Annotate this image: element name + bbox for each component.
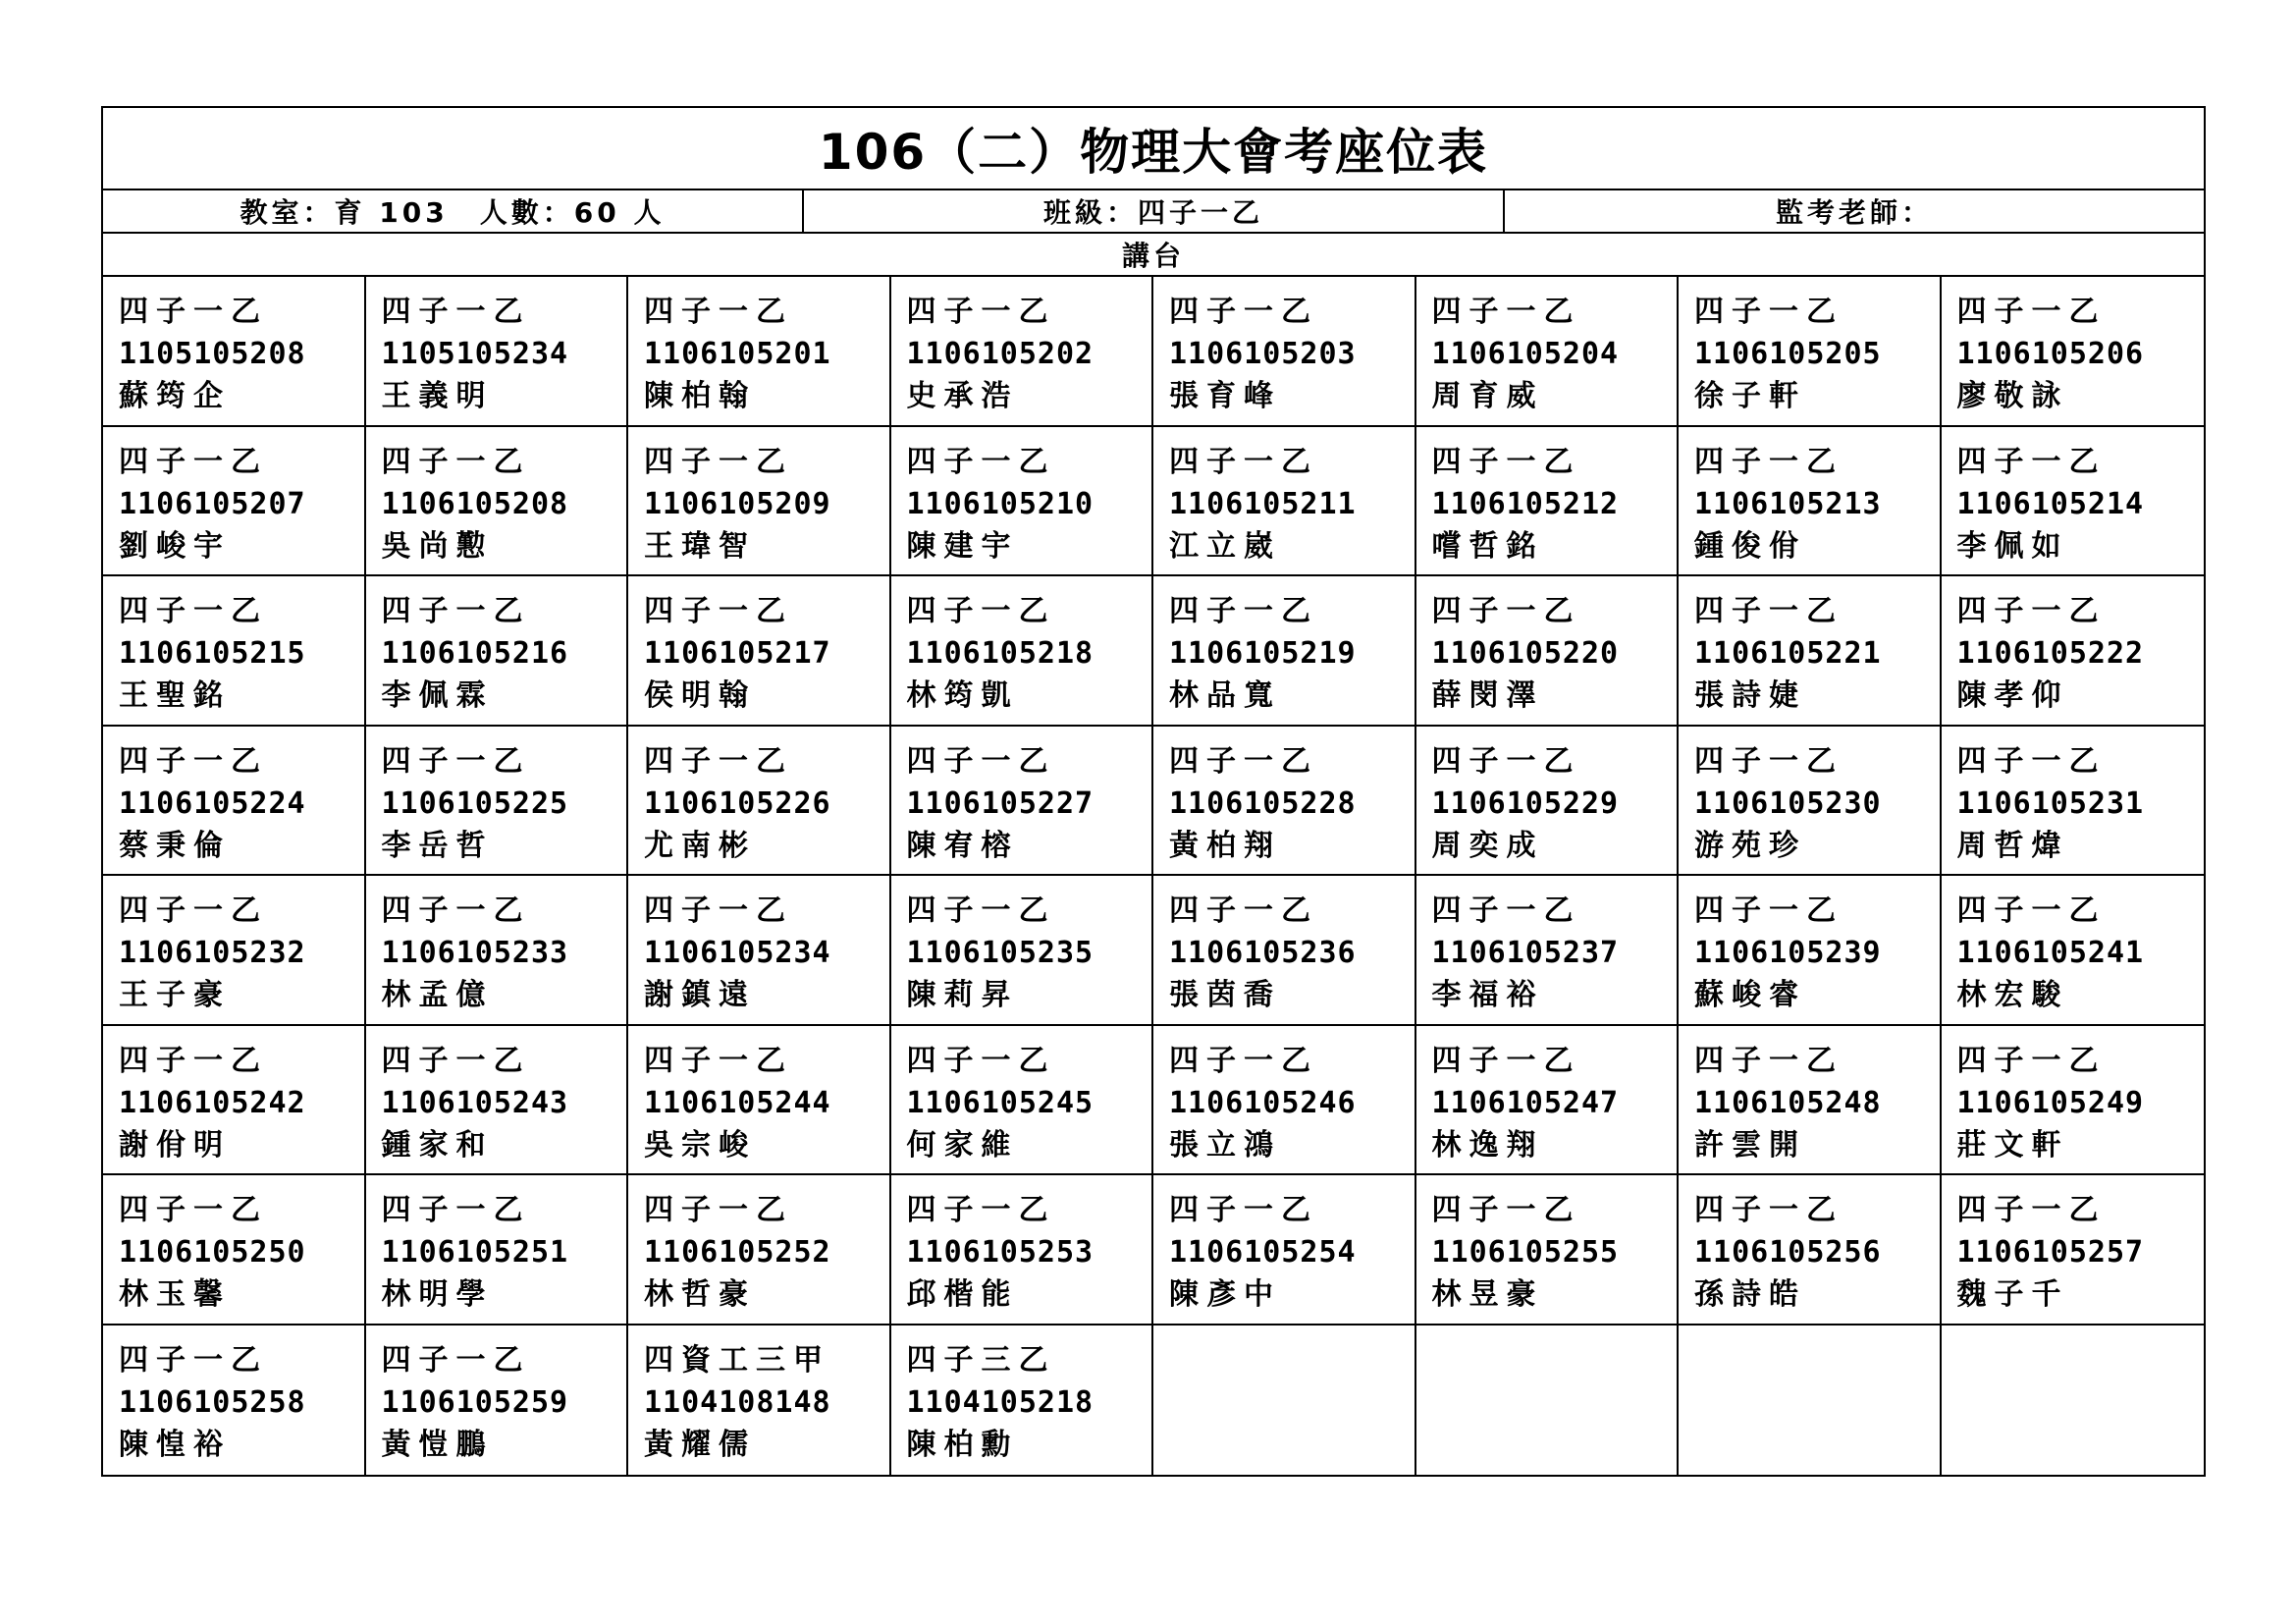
seat-student-name: 謝鎮遠 [644,978,756,1012]
seat-student-name: 張育峰 [1169,379,1281,413]
seat-student-id: 1106105211 [1169,486,1357,521]
seat-student-id: 1106105226 [644,785,831,821]
seat-student-name: 許雲開 [1694,1127,1806,1163]
seat-student-name: 周奕成 [1431,828,1544,863]
seat-cell [366,1026,629,1176]
seat-cell [628,1175,891,1325]
seat-student-name: 莊文軒 [1956,1127,2069,1163]
seat-cell [891,277,1154,427]
seat-cell [103,1175,366,1325]
seat-cell [1153,876,1416,1026]
seat-cell [891,1175,1154,1325]
seat-class: 四子一乙 [1431,1043,1581,1078]
seat-student-id: 1106105203 [1169,337,1357,371]
seat-class: 四子一乙 [644,743,793,779]
seat-cell [1679,427,1942,577]
seat-student-id: 1106105216 [381,636,569,671]
seat-class: 四子一乙 [906,594,1056,628]
seat-student-name: 王聖銘 [119,678,231,713]
seat-class: 四子一乙 [1956,444,2107,479]
seat-student-id: 1106105212 [1431,486,1620,521]
seat-class: 四子一乙 [644,893,793,928]
seat-cell [103,427,366,577]
seat-class: 四子一乙 [1694,1193,1843,1227]
seat-class: 四子一乙 [1169,1193,1318,1227]
seat-class: 四子一乙 [1169,594,1318,628]
seat-student-id: 1106105205 [1694,337,1882,371]
seat-cell [103,1026,366,1176]
seat-class: 四子三乙 [906,1342,1056,1378]
seat-cell [1153,1026,1416,1176]
seat-student-name: 蔡秉倫 [119,828,231,863]
seat-cell [1679,727,1942,877]
seat-class: 四子一乙 [1694,594,1843,628]
seat-class: 四子一乙 [381,1193,531,1227]
seat-class: 四子一乙 [644,1043,793,1078]
seat-class: 四子一乙 [1431,444,1581,479]
seat-student-id: 1106105207 [119,486,306,521]
seat-student-id: 1105105208 [119,337,306,371]
seat-student-name: 陳柏翰 [644,379,756,413]
seat-student-name: 張立鴻 [1169,1127,1281,1163]
seat-cell [1942,1175,2205,1325]
seat-cell [1942,1325,2205,1476]
seat-cell [1679,1325,1942,1476]
seat-student-id: 1106105248 [1694,1085,1882,1120]
seat-cell [891,1026,1154,1176]
seat-student-name: 徐子軒 [1694,379,1806,413]
room-info: 教室：育 103 人數：60 人 [240,196,666,229]
seat-student-id: 1106105245 [906,1085,1095,1120]
seat-cell [103,277,366,427]
seat-cell [1153,727,1416,877]
seat-cell [628,277,891,427]
seat-class: 四子一乙 [119,594,268,628]
seat-student-id: 1106105235 [906,936,1095,970]
seat-class: 四子一乙 [644,295,793,329]
seat-class: 四子一乙 [644,594,793,628]
seat-student-name: 黃愷鵬 [381,1427,494,1462]
seat-class: 四子一乙 [119,1342,268,1378]
seat-student-name: 謝佾明 [119,1127,231,1163]
seat-student-id: 1106105217 [644,636,831,671]
seat-class: 四子一乙 [906,743,1056,779]
seat-student-id: 1106105258 [119,1384,306,1420]
seat-student-id: 1106105204 [1431,337,1620,371]
seat-class: 四子一乙 [381,743,531,779]
seat-student-id: 1106105253 [906,1235,1095,1270]
seat-student-name: 李佩霖 [381,678,494,713]
seat-class: 四子一乙 [119,1043,268,1078]
seat-student-name: 吳尚懃 [381,528,494,564]
seating-chart [101,106,2206,1477]
seat-cell [103,1325,366,1476]
seat-student-name: 陳彥中 [1169,1277,1281,1312]
seat-student-id: 1106105247 [1431,1085,1620,1120]
seat-class: 四子一乙 [381,1043,531,1078]
seat-class: 四子一乙 [1956,594,2107,628]
seat-student-id: 1105105234 [381,337,569,371]
seat-student-id: 1104108148 [644,1384,831,1420]
seat-class: 四子一乙 [1694,444,1843,479]
seat-student-name: 鍾俊佾 [1694,528,1806,564]
seat-student-id: 1106105214 [1956,486,2145,521]
seat-student-name: 王瑋智 [644,528,756,564]
seat-student-id: 1106105225 [381,785,569,821]
seat-cell [366,277,629,427]
seat-cell [366,427,629,577]
seat-cell [1416,727,1680,877]
seat-cell [366,727,629,877]
seat-class: 四子一乙 [906,1043,1056,1078]
seat-cell [103,576,366,727]
seat-class: 四子一乙 [644,1193,793,1227]
seat-student-id: 1106105221 [1694,636,1882,671]
seat-student-name: 陳莉昇 [906,978,1019,1012]
seat-student-id: 1106105220 [1431,636,1620,671]
seat-cell [891,876,1154,1026]
seat-student-id: 1106105255 [1431,1235,1620,1270]
seat-student-id: 1106105242 [119,1085,306,1120]
seat-student-id: 1106105213 [1694,486,1882,521]
seat-student-id: 1106105246 [1169,1085,1357,1120]
seat-student-id: 1106105254 [1169,1235,1357,1270]
seat-student-name: 周育威 [1431,379,1544,413]
seat-student-id: 1106105208 [381,486,569,521]
seat-class: 四子一乙 [1956,743,2107,779]
seat-student-id: 1106105252 [644,1235,831,1270]
seat-student-id: 1106105257 [1956,1235,2145,1270]
seat-cell [1679,576,1942,727]
seat-class: 四子一乙 [1694,295,1843,329]
seat-student-id: 1106105237 [1431,936,1620,970]
page-title: 106（二）物理大會考座位表 [103,108,2204,190]
seat-cell [1416,876,1680,1026]
seat-cell [1942,277,2205,427]
seat-class: 四子一乙 [119,893,268,928]
seat-student-name: 劉峻宇 [119,528,231,564]
seat-student-name: 邱楷能 [906,1277,1019,1312]
seat-cell [628,1026,891,1176]
seat-class: 四子一乙 [1169,295,1318,329]
seat-class: 四子一乙 [1694,743,1843,779]
seat-student-name: 廖敬詠 [1956,379,2069,413]
seat-class: 四子一乙 [1956,893,2107,928]
seat-class: 四子一乙 [1956,1043,2107,1078]
seat-class: 四子一乙 [381,893,531,928]
seat-student-name: 侯明翰 [644,678,756,713]
seat-class: 四子一乙 [1431,743,1581,779]
seat-class: 四子一乙 [1431,1193,1581,1227]
seat-cell [1679,277,1942,427]
podium-label: 講台 [103,234,2204,277]
seat-student-name: 黃柏翔 [1169,828,1281,863]
seat-cell [1942,727,2205,877]
seat-student-id: 1106105224 [119,785,306,821]
seat-class: 四子一乙 [119,295,268,329]
seat-student-id: 1106105249 [1956,1085,2145,1120]
seat-student-name: 林孟億 [381,978,494,1012]
seat-cell [1679,1026,1942,1176]
seat-student-name: 鍾家和 [381,1127,494,1163]
seat-student-id: 1106105244 [644,1085,831,1120]
seat-student-name: 王義明 [381,379,494,413]
seat-cell [103,727,366,877]
seat-student-name: 嚐哲銘 [1431,528,1544,564]
seat-cell [628,427,891,577]
seat-student-name: 陳柏勳 [906,1427,1019,1462]
seat-cell [1416,1026,1680,1176]
seat-student-name: 陳建宇 [906,528,1019,564]
seat-cell [1679,1175,1942,1325]
seat-student-id: 1106105251 [381,1235,569,1270]
seat-student-id: 1106105219 [1169,636,1357,671]
seat-cell [891,576,1154,727]
seat-cell [891,427,1154,577]
seat-student-name: 林品寬 [1169,678,1281,713]
proctor-info: 監考老師： [1503,190,2204,232]
seat-student-id: 1106105250 [119,1235,306,1270]
seat-student-id: 1106105201 [644,337,831,371]
seat-cell [1416,427,1680,577]
seat-student-name: 林明學 [381,1277,494,1312]
seat-cell [366,576,629,727]
seat-student-name: 王子豪 [119,978,231,1012]
seat-student-id: 1106105239 [1694,936,1882,970]
seat-cell [1153,277,1416,427]
seat-class: 四子一乙 [1431,893,1581,928]
seat-class: 四子一乙 [1169,1043,1318,1078]
seat-cell [1416,277,1680,427]
seat-cell [366,876,629,1026]
seat-student-id: 1106105259 [381,1384,569,1420]
seat-class: 四子一乙 [906,893,1056,928]
seat-student-name: 薛閔澤 [1431,678,1544,713]
seat-cell [891,727,1154,877]
seat-student-id: 1106105210 [906,486,1095,521]
seat-student-name: 何家維 [906,1127,1019,1163]
seat-student-id: 1106105256 [1694,1235,1882,1270]
info-row [103,190,2204,234]
seat-student-id: 1106105215 [119,636,306,671]
seat-student-id: 1106105243 [381,1085,569,1120]
seat-grid [103,277,2204,1475]
seat-cell [1416,1325,1680,1476]
seat-class: 四子一乙 [119,1193,268,1227]
seat-cell [628,1325,891,1476]
seat-cell [1942,876,2205,1026]
seat-student-id: 1106105218 [906,636,1095,671]
seat-cell [1153,427,1416,577]
seat-student-name: 林筠凱 [906,678,1019,713]
seat-student-name: 林宏駿 [1956,978,2069,1012]
seat-cell [1153,576,1416,727]
seat-student-id: 1106105209 [644,486,831,521]
seat-cell [891,1325,1154,1476]
seat-class: 四子一乙 [119,743,268,779]
seat-class: 四子一乙 [119,444,268,479]
seat-cell [1942,576,2205,727]
seat-class: 四子一乙 [644,444,793,479]
seat-cell [1679,876,1942,1026]
seat-student-name: 魏子千 [1956,1277,2069,1312]
seat-student-name: 孫詩皓 [1694,1277,1806,1312]
seat-class: 四子一乙 [381,594,531,628]
seat-cell [1416,576,1680,727]
seat-student-name: 江立崴 [1169,528,1281,564]
seat-class: 四子一乙 [1169,444,1318,479]
seat-class: 四子一乙 [381,295,531,329]
seat-student-id: 1106105233 [381,936,569,970]
seat-student-id: 1104105218 [906,1384,1095,1420]
seat-student-name: 林玉馨 [119,1277,231,1312]
seat-class: 四子一乙 [381,444,531,479]
seat-student-name: 黃耀儒 [644,1427,756,1462]
seat-student-name: 林昱豪 [1431,1277,1544,1312]
seat-cell [1942,1026,2205,1176]
seat-student-id: 1106105202 [906,337,1095,371]
seat-cell [628,727,891,877]
seat-student-name: 陳惶裕 [119,1427,231,1462]
seat-cell [1416,1175,1680,1325]
seat-student-name: 游苑珍 [1694,828,1806,863]
seat-student-id: 1106105222 [1956,636,2145,671]
seat-class: 四子一乙 [1431,594,1581,628]
seat-student-name: 張茵喬 [1169,978,1281,1012]
seat-student-name: 周哲煒 [1956,828,2069,863]
seat-student-name: 林哲豪 [644,1277,756,1312]
seat-student-name: 李佩如 [1956,528,2069,564]
seat-cell [1153,1175,1416,1325]
seat-student-name: 李岳哲 [381,828,494,863]
class-info: 班級：四子一乙 [802,190,1503,232]
seat-student-name: 李福裕 [1431,978,1544,1012]
seat-student-id: 1106105230 [1694,785,1882,821]
seat-cell [103,876,366,1026]
seat-class: 四資工三甲 [644,1342,830,1378]
seat-student-name: 陳孝仰 [1956,678,2069,713]
seat-class: 四子一乙 [381,1342,531,1378]
seat-class: 四子一乙 [1694,1043,1843,1078]
seat-student-id: 1106105206 [1956,337,2145,371]
seat-cell [1942,427,2205,577]
seat-student-name: 史承浩 [906,379,1019,413]
seat-student-id: 1106105228 [1169,785,1357,821]
seat-student-name: 陳宥榕 [906,828,1019,863]
seat-student-name: 尤南彬 [644,828,756,863]
seat-student-name: 吳宗峻 [644,1127,756,1163]
seat-class: 四子一乙 [1694,893,1843,928]
seat-student-id: 1106105234 [644,936,831,970]
seat-class: 四子一乙 [906,444,1056,479]
seat-student-id: 1106105241 [1956,936,2145,970]
seat-class: 四子一乙 [1431,295,1581,329]
seat-cell [628,576,891,727]
seat-class: 四子一乙 [906,295,1056,329]
seat-cell [1153,1325,1416,1476]
seat-student-name: 林逸翔 [1431,1127,1544,1163]
seat-student-id: 1106105229 [1431,785,1620,821]
seat-student-id: 1106105231 [1956,785,2145,821]
seat-class: 四子一乙 [1169,743,1318,779]
seat-student-name: 蘇峻睿 [1694,978,1806,1012]
seat-student-id: 1106105236 [1169,936,1357,970]
seat-student-id: 1106105227 [906,785,1095,821]
seat-student-id: 1106105232 [119,936,306,970]
seat-student-name: 蘇筠企 [119,379,231,413]
seat-class: 四子一乙 [1169,893,1318,928]
seat-class: 四子一乙 [906,1193,1056,1227]
seat-student-name: 張詩婕 [1694,678,1806,713]
seat-class: 四子一乙 [1956,295,2107,329]
seat-cell [366,1175,629,1325]
seat-class: 四子一乙 [1956,1193,2107,1227]
seat-cell [366,1325,629,1476]
seat-cell [628,876,891,1026]
